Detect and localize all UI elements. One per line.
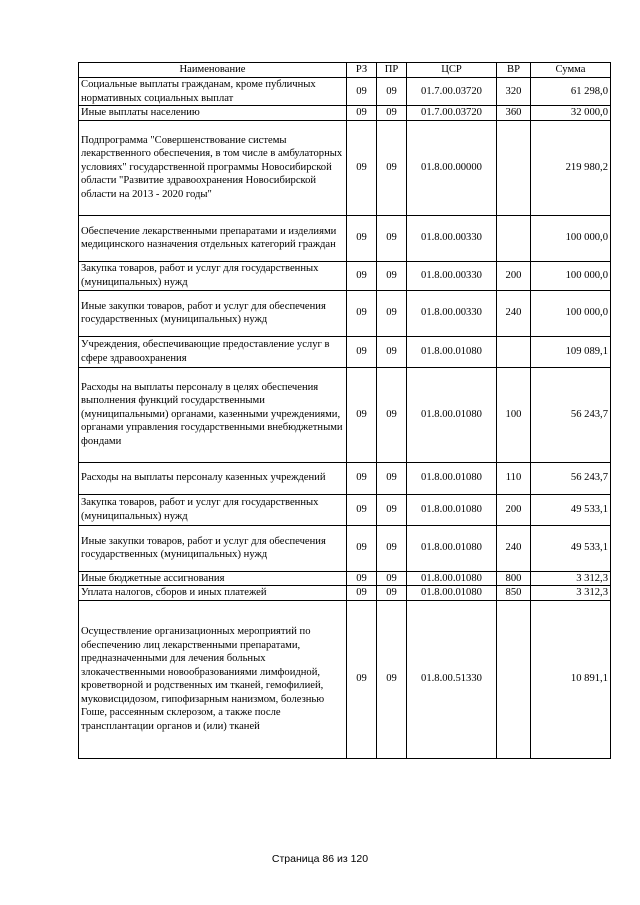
row-pr: 09 [377,120,407,215]
row-rz: 09 [347,367,377,462]
table-row [79,367,611,462]
row-sum: 100 000,0 [531,261,611,290]
row-rz: 09 [347,290,377,336]
row-csr: 01.8.00.00330 [407,261,497,290]
table-row [79,525,611,571]
row-sum: 219 980,2 [531,120,611,215]
row-sum: 3 312,3 [531,571,611,586]
row-name: Расходы на выплаты персоналу в целях обеспечения выполнения функций государственными (муниципальными) органами, казенными учреждениями, органами управления государственными внебюджетными фондами [79,367,347,462]
row-vr: 360 [497,106,531,121]
row-vr [497,120,531,215]
row-csr: 01.8.00.01080 [407,462,497,494]
row-name: Социальные выплаты гражданам, кроме публичных нормативных социальных выплат [79,78,347,106]
row-vr: 110 [497,462,531,494]
row-csr: 01.8.00.01080 [407,525,497,571]
row-name: Иные бюджетные ассигнования [79,571,347,586]
row-pr: 09 [377,106,407,121]
row-csr: 01.8.00.00330 [407,215,497,261]
row-pr: 09 [377,525,407,571]
table-row [79,600,611,758]
row-csr: 01.8.00.01080 [407,367,497,462]
row-sum: 49 533,1 [531,494,611,525]
row-csr: 01.8.00.51330 [407,600,497,758]
row-vr: 320 [497,78,531,106]
row-vr: 850 [497,586,531,601]
row-csr: 01.8.00.00000 [407,120,497,215]
table-row [79,215,611,261]
row-pr: 09 [377,290,407,336]
row-rz: 09 [347,78,377,106]
row-rz: 09 [347,586,377,601]
table-row [79,336,611,367]
row-name: Учреждения, обеспечивающие предоставление услуг в сфере здравоохранения [79,336,347,367]
table-row [79,261,611,290]
row-csr: 01.8.00.00330 [407,290,497,336]
row-pr: 09 [377,586,407,601]
row-sum: 3 312,3 [531,586,611,601]
row-vr [497,336,531,367]
table-row [79,106,611,121]
table-row [79,120,611,215]
table-row [79,571,611,586]
header-sum: Сумма [531,63,611,78]
row-vr: 200 [497,494,531,525]
row-sum: 100 000,0 [531,215,611,261]
row-rz: 09 [347,600,377,758]
row-vr [497,600,531,758]
row-sum: 49 533,1 [531,525,611,571]
header-vr: ВР [497,63,531,78]
row-rz: 09 [347,261,377,290]
row-name: Подпрограмма "Совершенствование системы лекарственного обеспечения, в том числе в амбулаторных условиях" государственной программы Новосибирской области "Развитие здравоохранения Новосибирской области на 2013 - 2020 годы" [79,120,347,215]
header-csr: ЦСР [407,63,497,78]
table-row [79,290,611,336]
row-name: Иные выплаты населению [79,106,347,121]
header-rz: РЗ [347,63,377,78]
row-rz: 09 [347,106,377,121]
row-sum: 32 000,0 [531,106,611,121]
row-pr: 09 [377,367,407,462]
row-pr: 09 [377,336,407,367]
row-name: Расходы на выплаты персоналу казенных учреждений [79,462,347,494]
row-name: Закупка товаров, работ и услуг для государственных (муниципальных) нужд [79,494,347,525]
row-sum: 56 243,7 [531,367,611,462]
row-rz: 09 [347,571,377,586]
row-csr: 01.7.00.03720 [407,106,497,121]
row-name: Иные закупки товаров, работ и услуг для обеспечения государственных (муниципальных) нужд [79,525,347,571]
table-row [79,586,611,601]
row-name: Закупка товаров, работ и услуг для государственных (муниципальных) нужд [79,261,347,290]
header-pr: ПР [377,63,407,78]
row-name: Осуществление организационных мероприятий по обеспечению лиц лекарственными препаратами, предназначенными для лечения больных злокачественными новообразованиями лимфоидной, кроветворной и родственных им тканей, гемофилией, муковисцидозом, гипофизарным нанизмом, болезнью Гоше, рассеянным склерозом, а также после трансплантации органов и (или) тканей [79,600,347,758]
row-csr: 01.8.00.01080 [407,494,497,525]
row-pr: 09 [377,462,407,494]
row-pr: 09 [377,600,407,758]
table-row [79,78,611,106]
row-csr: 01.7.00.03720 [407,78,497,106]
page-number: Страница 86 из 120 [271,853,369,865]
table-row [79,494,611,525]
row-sum: 10 891,1 [531,600,611,758]
row-csr: 01.8.00.01080 [407,586,497,601]
row-name: Уплата налогов, сборов и иных платежей [79,586,347,601]
row-name: Обеспечение лекарственными препаратами и изделиями медицинского назначения отдельных категорий граждан [79,215,347,261]
row-rz: 09 [347,215,377,261]
row-sum: 56 243,7 [531,462,611,494]
table-header-row [79,63,611,78]
row-sum: 100 000,0 [531,290,611,336]
row-rz: 09 [347,462,377,494]
row-name: Иные закупки товаров, работ и услуг для обеспечения государственных (муниципальных) нужд [79,290,347,336]
row-vr: 200 [497,261,531,290]
budget-table [78,62,611,759]
row-vr: 800 [497,571,531,586]
row-vr: 100 [497,367,531,462]
table-row [79,462,611,494]
row-pr: 09 [377,78,407,106]
row-pr: 09 [377,571,407,586]
row-vr [497,215,531,261]
header-name: Наименование [79,63,347,78]
row-sum: 109 089,1 [531,336,611,367]
row-csr: 01.8.00.01080 [407,571,497,586]
row-rz: 09 [347,525,377,571]
row-vr: 240 [497,290,531,336]
row-rz: 09 [347,336,377,367]
row-pr: 09 [377,261,407,290]
row-pr: 09 [377,494,407,525]
row-vr: 240 [497,525,531,571]
row-rz: 09 [347,120,377,215]
row-csr: 01.8.00.01080 [407,336,497,367]
row-sum: 61 298,0 [531,78,611,106]
row-pr: 09 [377,215,407,261]
row-rz: 09 [347,494,377,525]
